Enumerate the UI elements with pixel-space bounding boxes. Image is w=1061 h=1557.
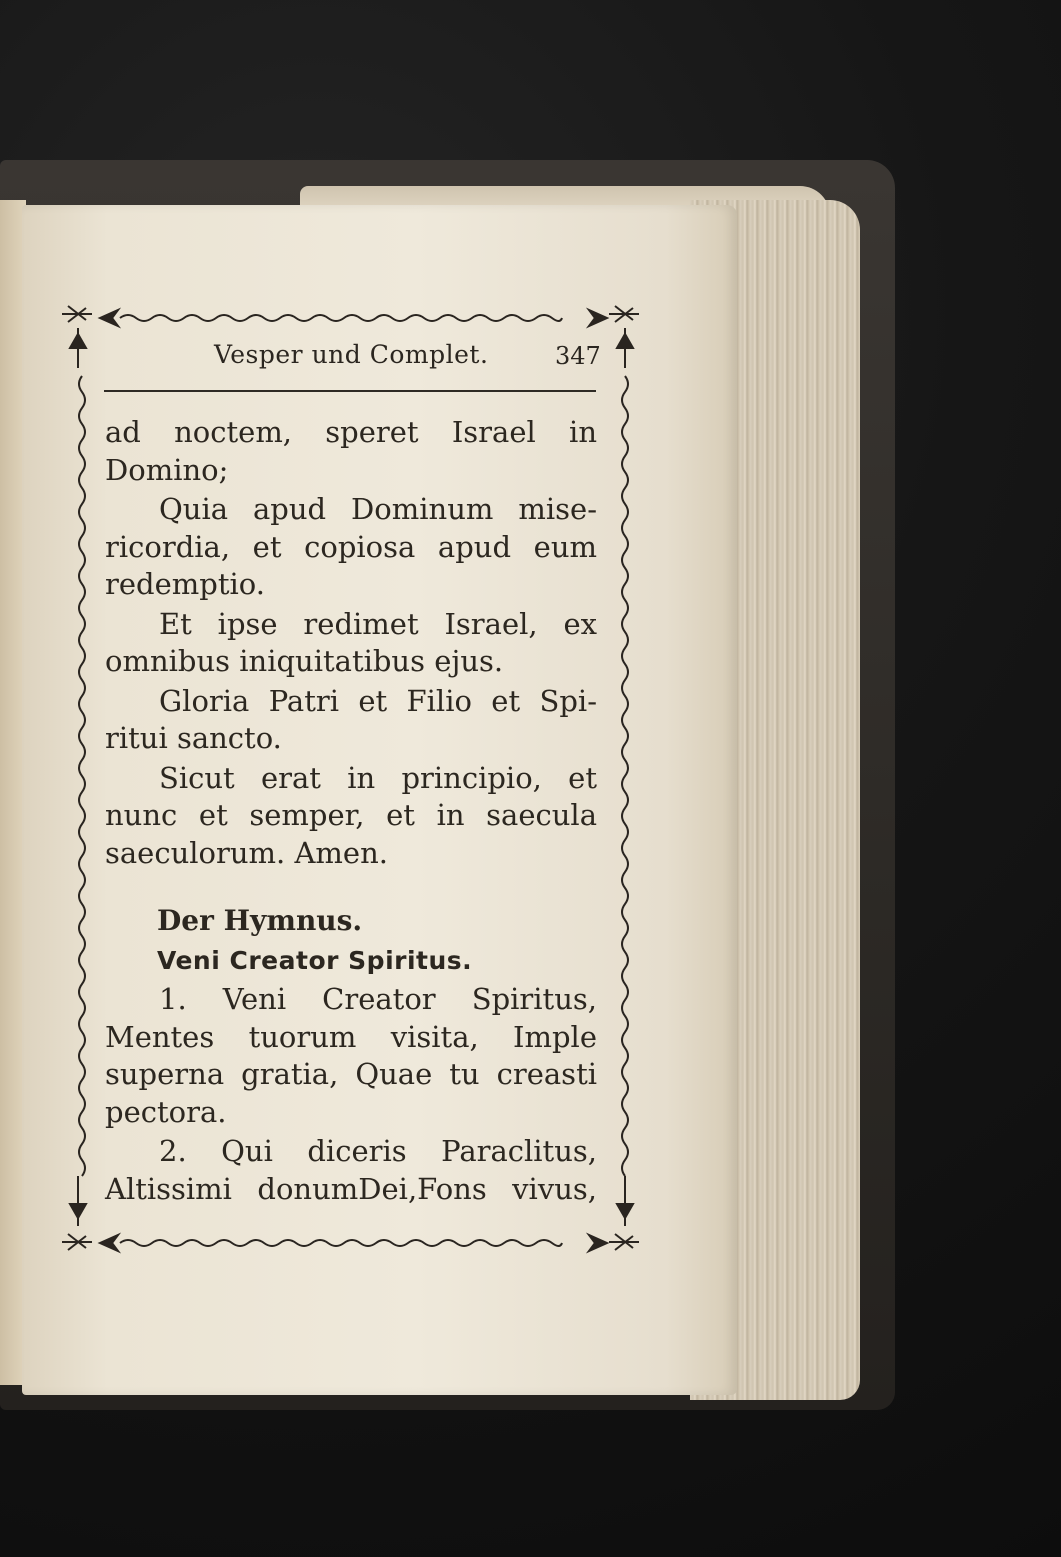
text-line: nunc et semper, et in saecula — [105, 798, 597, 832]
text-line: Mentes tuorum visita, Imple — [105, 1019, 597, 1054]
paragraph-2 — [105, 491, 597, 604]
text-line: Et ipse redimet Israel, ex — [159, 606, 597, 641]
verse-2 — [105, 1133, 597, 1208]
text-line: Altissimi donumDei,Fons vivus, — [105, 1171, 597, 1206]
text-line: redemptio. — [105, 567, 265, 601]
paragraph-5 — [105, 760, 597, 873]
header-rule — [104, 390, 596, 392]
paragraph-1 — [105, 414, 597, 489]
text-line: omnibus iniquitatibus ejus. — [105, 644, 504, 678]
body-text — [105, 412, 597, 1208]
text-line: 1. Veni Creator Spiritus, — [159, 982, 597, 1016]
text-line: Quia apud Dominum mise- — [159, 492, 597, 526]
running-head: Vesper und Complet. — [214, 340, 489, 369]
text-line: 2. Qui diceris Paraclitus, — [159, 1134, 597, 1168]
text-line: ritui sancto. — [105, 721, 282, 755]
paragraph-3 — [105, 606, 597, 681]
hymn-subtitle: Veni Creator Spiritus. — [157, 945, 473, 975]
page-number: 347 — [555, 342, 601, 370]
text-line: saeculorum. Amen. — [105, 835, 388, 870]
text-line: pectora. — [105, 1094, 227, 1129]
text-line: Domino; — [105, 452, 229, 487]
text-line: Gloria Patri et Filio et Spi- — [159, 683, 597, 718]
text-line: ad noctem, speret Israel in — [105, 415, 597, 449]
text-line: Sicut erat in principio, et — [159, 760, 597, 795]
text-line: ricordia, et copiosa apud eum — [105, 529, 597, 564]
paragraph-4 — [105, 683, 597, 758]
section-title: Der Hymnus. — [157, 904, 363, 937]
verse-1 — [105, 981, 597, 1131]
text-line: superna gratia, Quae tu creasti — [105, 1057, 597, 1091]
